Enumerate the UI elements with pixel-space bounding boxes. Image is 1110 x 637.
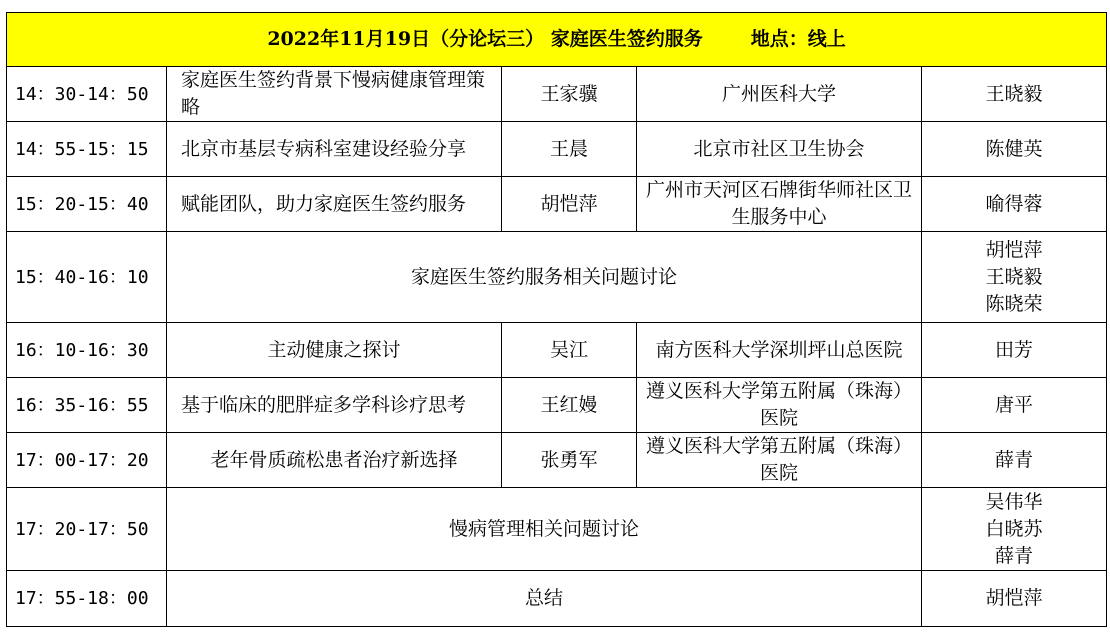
topic-cell: 家庭医生签约背景下慢病健康管理策略: [167, 67, 502, 122]
time-cell: 14：30-14：50: [7, 67, 167, 122]
host-name: 薛青: [995, 544, 1034, 567]
table-row: [7, 323, 1107, 378]
time-cell: 17：55-18：00: [7, 571, 167, 627]
host-cell: 喻得蓉: [922, 177, 1107, 232]
speaker-cell: 王家骥: [502, 67, 637, 122]
speaker-cell: 张勇军: [502, 433, 637, 488]
speaker-cell: 吴江: [502, 323, 637, 378]
host-name: 吴伟华: [985, 490, 1043, 513]
speaker-cell: 王晨: [502, 122, 637, 177]
host-cell: [922, 232, 1107, 323]
host-name: 胡恺萍: [985, 587, 1043, 609]
host-name: 胡恺萍: [985, 238, 1043, 261]
time-cell: 17：00-17：20: [7, 433, 167, 488]
org-cell: 遵义医科大学第五附属（珠海）医院: [637, 433, 922, 488]
table-row: [7, 122, 1107, 177]
header-row: [7, 13, 1107, 67]
table-row: [7, 378, 1107, 433]
time-cell: 16：10-16：30: [7, 323, 167, 378]
table-row: [7, 67, 1107, 122]
host-cell: [922, 571, 1107, 627]
host-cell: 王晓毅: [922, 67, 1107, 122]
host-cell: 陈健英: [922, 122, 1107, 177]
summary-topic-cell: 总结: [167, 571, 922, 627]
org-cell: 遵义医科大学第五附属（珠海）医院: [637, 378, 922, 433]
table-row: [7, 571, 1107, 627]
org-cell: 北京市社区卫生协会: [637, 122, 922, 177]
topic-cell: 老年骨质疏松患者治疗新选择: [167, 433, 502, 488]
speaker-cell: 胡恺萍: [502, 177, 637, 232]
host-cell: 薛青: [922, 433, 1107, 488]
discussion-topic-cell: 慢病管理相关问题讨论: [167, 488, 922, 571]
discussion-topic-cell: 家庭医生签约服务相关问题讨论: [167, 232, 922, 323]
time-cell: 15：20-15：40: [7, 177, 167, 232]
topic-cell: 基于临床的肥胖症多学科诊疗思考: [167, 378, 502, 433]
org-cell: 广州市天河区石牌街华师社区卫生服务中心: [637, 177, 922, 232]
host-cell: [922, 488, 1107, 571]
time-cell: 14：55-15：15: [7, 122, 167, 177]
org-cell: 南方医科大学深圳坪山总医院: [637, 323, 922, 378]
session-title: 2022年11月19日（分论坛三） 家庭医生签约服务: [267, 28, 703, 50]
host-name: 陈晓荣: [985, 292, 1043, 315]
org-cell: 广州医科大学: [637, 67, 922, 122]
schedule-table: [6, 12, 1107, 627]
schedule-sheet: [6, 12, 1106, 627]
header-cell: [7, 13, 1107, 67]
table-row: [7, 433, 1107, 488]
time-cell: 16：35-16：55: [7, 378, 167, 433]
host-cell: 田芳: [922, 323, 1107, 378]
time-cell: 15：40-16：10: [7, 232, 167, 323]
topic-cell: 主动健康之探讨: [167, 323, 502, 378]
topic-cell: 赋能团队，助力家庭医生签约服务: [167, 177, 502, 232]
time-cell: 17：20-17：50: [7, 488, 167, 571]
table-row: [7, 177, 1107, 232]
host-name: 王晓毅: [985, 265, 1043, 288]
topic-cell: 北京市基层专病科室建设经验分享: [167, 122, 502, 177]
host-name: 白晓苏: [985, 517, 1043, 540]
speaker-cell: 王红嫚: [502, 378, 637, 433]
table-row: [7, 232, 1107, 323]
venue-label: 地点：线上: [750, 28, 846, 50]
host-cell: 唐平: [922, 378, 1107, 433]
table-row: [7, 488, 1107, 571]
